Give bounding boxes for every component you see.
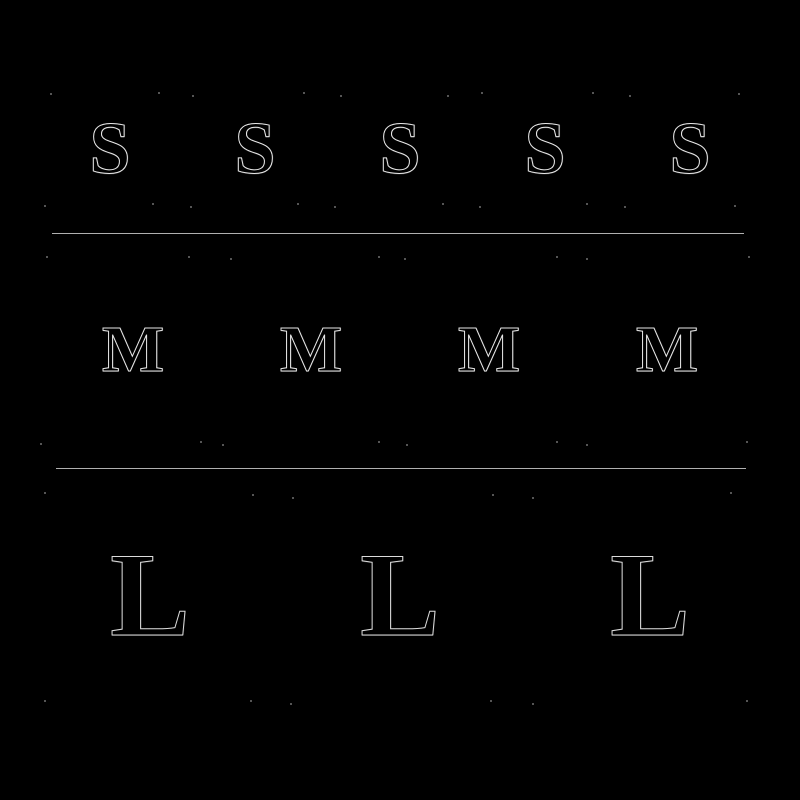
speckle-dot [556, 441, 558, 443]
speckle-dot [442, 203, 444, 205]
speckle-dot [748, 256, 750, 258]
speckle-dot [340, 95, 342, 97]
speckle-dot [44, 205, 46, 207]
glyph-l-2: L [359, 528, 441, 661]
divider-rule-1 [52, 233, 744, 234]
glyph-m-3: M [457, 313, 521, 386]
speckle-dot [252, 494, 254, 496]
glyph-row-s [0, 104, 800, 194]
speckle-dot [404, 258, 406, 260]
speckle-dot [447, 95, 449, 97]
speckle-dot [152, 203, 154, 205]
speckle-dot [556, 256, 558, 258]
glyph-row-l [0, 530, 800, 660]
speckle-dot [586, 203, 588, 205]
speckle-dot [222, 444, 224, 446]
speckle-dot [586, 258, 588, 260]
speckle-dot [188, 256, 190, 258]
speckle-dot [192, 95, 194, 97]
divider-rule-2 [56, 468, 746, 469]
speckle-dot [334, 206, 336, 208]
speckle-dot [50, 93, 52, 95]
speckle-dot [624, 206, 626, 208]
speckle-dot [44, 492, 46, 494]
glyph-s-1: S [89, 108, 131, 190]
speckle-dot [44, 700, 46, 702]
glyph-m-4: M [635, 313, 699, 386]
speckle-dot [406, 444, 408, 446]
speckle-dot [532, 703, 534, 705]
speckle-dot [200, 441, 202, 443]
speckle-dot [734, 205, 736, 207]
speckle-dot [190, 206, 192, 208]
speckle-dot [746, 700, 748, 702]
glyph-l-3: L [609, 528, 691, 661]
glyph-s-4: S [524, 108, 566, 190]
glyph-m-2: M [279, 313, 343, 386]
speckle-dot [586, 444, 588, 446]
glyph-l-1: L [109, 528, 191, 661]
speckle-dot [738, 93, 740, 95]
glyph-s-3: S [379, 108, 421, 190]
speckle-dot [481, 92, 483, 94]
speckle-dot [492, 494, 494, 496]
glyph-row-m [0, 305, 800, 395]
speckle-dot [730, 492, 732, 494]
speckle-dot [290, 703, 292, 705]
speckle-dot [532, 497, 534, 499]
speckle-dot [46, 256, 48, 258]
speckle-dot [158, 92, 160, 94]
speckle-dot [297, 203, 299, 205]
glyph-m-1: M [101, 313, 165, 386]
glyph-s-2: S [234, 108, 276, 190]
speckle-dot [250, 700, 252, 702]
speckle-dot [303, 92, 305, 94]
speckle-dot [490, 700, 492, 702]
speckle-dot [479, 206, 481, 208]
speckle-dot [378, 256, 380, 258]
speckle-dot [230, 258, 232, 260]
speckle-dot [378, 441, 380, 443]
speckle-dot [592, 92, 594, 94]
speckle-dot [40, 443, 42, 445]
speckle-dot [629, 95, 631, 97]
speckle-dot [292, 497, 294, 499]
speckle-dot [746, 441, 748, 443]
glyph-s-5: S [669, 108, 711, 190]
